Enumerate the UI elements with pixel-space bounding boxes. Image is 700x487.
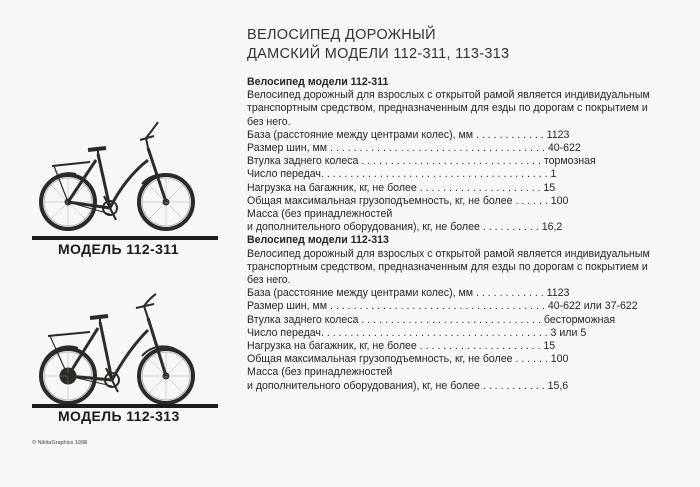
model-description-112-313: Велосипед дорожный для взрослых с открытой рамой является индивидуальным транспортным средством, предназначенным для езды по дорогам с покрытием и без него. xyxy=(247,247,650,287)
model-caption-112-311: МОДЕЛЬ 112-311 xyxy=(58,241,179,257)
title-line-2: ДАМСКИЙ МОДЕЛИ 112-311, 113-313 xyxy=(247,46,510,62)
spec-row: База (расстояние между центрами колес), мм . . . . . . . . . . . . 1123 xyxy=(247,287,570,300)
spec-row: Размер шин, мм . . . . . . . . . . . . . . . . . . . . . . . . . . . . . . . . . . . . . 40-622 xyxy=(247,142,581,155)
caption-bar-112-311 xyxy=(32,236,218,240)
copyright-notice: © NikitaGraphics 1998 xyxy=(32,440,88,446)
spec-row: Масса (без принадлежностей xyxy=(247,208,393,221)
model-caption-112-313: МОДЕЛЬ 112-313 xyxy=(58,408,180,424)
spec-row: и дополнительного оборудования), кг, не более . . . . . . . . . . 16,2 xyxy=(247,221,563,234)
spec-row: Общая максимальная грузоподъемность, кг, не более . . . . . . 100 xyxy=(247,194,569,207)
spec-row: Нагрузка на багажник, кг, не более . . . . . . . . . . . . . . . . . . . . . 15 xyxy=(247,340,556,353)
model-description-112-311: Велосипед дорожный для взрослых с открытой рамой является индивидуальным транспортным средством, предназначенным для езды по дорогам с покрытием и без него. xyxy=(247,89,650,128)
spec-row: Число передач. . . . . . . . . . . . . . . . . . . . . . . . . . . . . . . . . . . . . . . 3 или 5 xyxy=(247,326,587,339)
spec-row: Масса (без принадлежностей xyxy=(247,366,393,379)
spec-row: Втулка заднего колеса . . . . . . . . . . . . . . . . . . . . . . . . . . . . . . . бесторможная xyxy=(247,313,616,326)
spec-row: и дополнительного оборудования), кг, не более . . . . . . . . . . . 15,6 xyxy=(247,379,569,392)
title-line-1: ВЕЛОСИПЕД ДОРОЖНЫЙ xyxy=(247,27,436,43)
spec-row: Втулка заднего колеса . . . . . . . . . . . . . . . . . . . . . . . . . . . . . . . тормозная xyxy=(247,155,596,168)
spec-row: Нагрузка на багажник, кг, не более . . . . . . . . . . . . . . . . . . . . . 15 xyxy=(247,181,556,194)
page-title xyxy=(247,26,509,64)
specifications-column xyxy=(247,76,667,393)
model-heading-112-311: Велосипед модели 112-311 xyxy=(247,76,389,88)
spec-row: Число передач. . . . . . . . . . . . . . . . . . . . . . . . . . . . . . . . . . . . . . . 1 xyxy=(247,168,557,181)
bicycle-112-313-illustration xyxy=(30,292,210,412)
model-heading-112-313: Велосипед модели 112-313 xyxy=(247,234,389,247)
spec-row: Общая максимальная грузоподъемность, кг, не более . . . . . . 100 xyxy=(247,353,569,366)
spec-row: Размер шин, мм . . . . . . . . . . . . . . . . . . . . . . . . . . . . . . . . . . . . . 40-622 или 37-622 xyxy=(247,300,638,313)
bicycle-112-311-illustration xyxy=(30,118,210,238)
spec-row: База (расстояние между центрами колес), мм . . . . . . . . . . . . 1123 xyxy=(247,128,570,141)
